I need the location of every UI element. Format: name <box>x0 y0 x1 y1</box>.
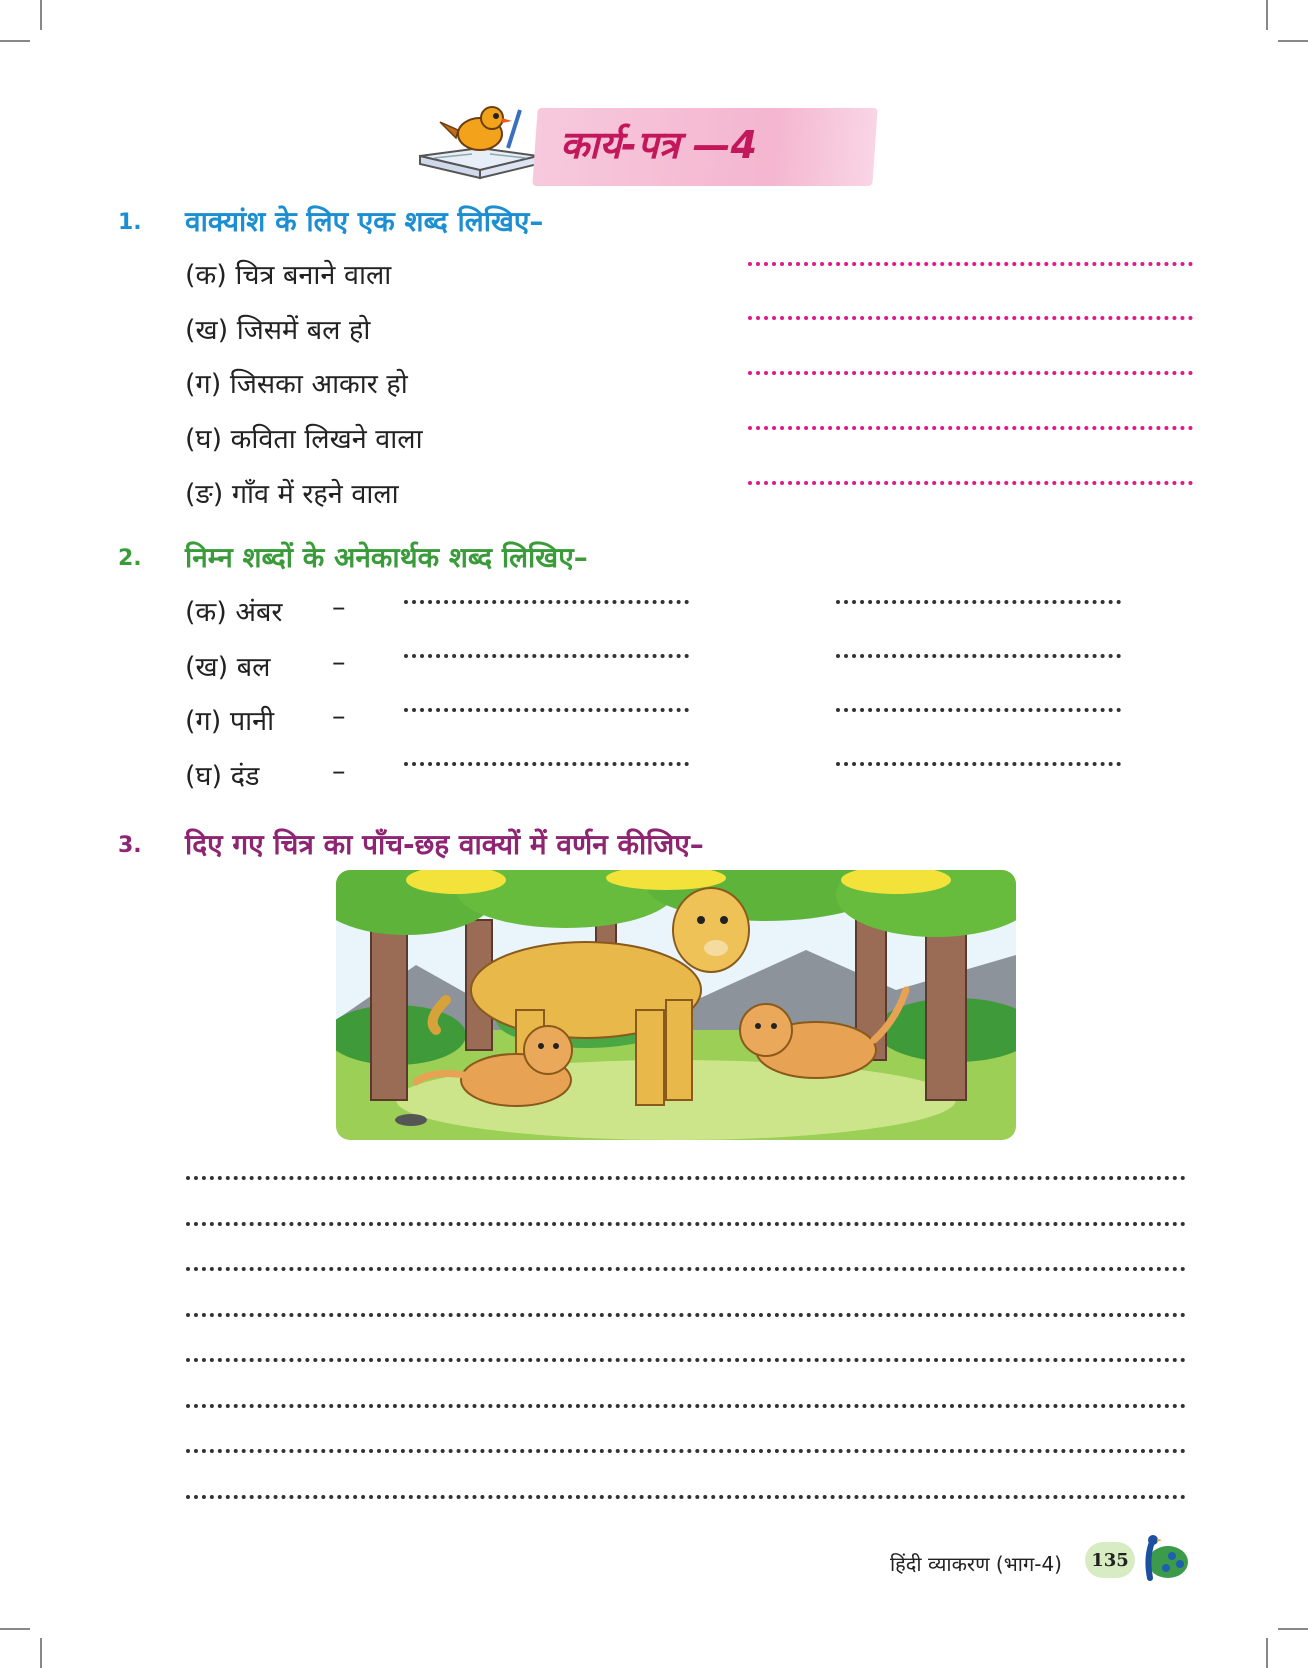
crop-mark <box>1278 40 1308 42</box>
answer-line <box>748 426 1193 430</box>
question-3-title: दिए गए चित्र का पाँच-छह वाक्यों में वर्णन कीजिए– <box>185 828 704 861</box>
dash: – <box>332 592 346 623</box>
answer-line <box>404 762 689 766</box>
lioness-and-cubs-illustration <box>336 870 1016 1140</box>
answer-line <box>404 708 689 712</box>
q1-item: (ग) जिसका आकार हो <box>185 369 408 400</box>
question-1-title: वाक्यांश के लिए एक शब्द लिखिए– <box>185 205 544 238</box>
answer-line <box>748 371 1193 375</box>
worksheet-header <box>410 100 890 210</box>
answer-line <box>836 762 1121 766</box>
worksheet-title: कार्य-पत्र —4 <box>560 123 758 167</box>
answer-line <box>186 1267 1186 1271</box>
bird-writing-icon <box>410 104 550 184</box>
page-number: 135 <box>1085 1542 1135 1578</box>
answer-line <box>186 1222 1186 1226</box>
question-2-title: निम्न शब्दों के अनेकार्थक शब्द लिखिए– <box>185 541 588 574</box>
crop-mark <box>1266 1638 1268 1668</box>
crop-mark <box>1266 0 1268 30</box>
answer-line <box>748 316 1193 320</box>
answer-line <box>186 1495 1186 1499</box>
q2-item: (ग) पानी <box>185 706 275 737</box>
answer-line <box>748 262 1193 266</box>
q1-item: (घ) कविता लिखने वाला <box>185 424 423 455</box>
answer-line <box>404 600 689 604</box>
answer-line <box>186 1176 1186 1180</box>
dash: – <box>332 701 346 732</box>
q2-item: (घ) दंड <box>185 761 260 792</box>
book-title: हिंदी व्याकरण (भाग-4) <box>890 1552 1062 1576</box>
answer-line <box>836 708 1121 712</box>
dash: – <box>332 756 346 787</box>
peacock-icon <box>1132 1528 1192 1588</box>
q2-item: (ख) बल <box>185 652 271 683</box>
answer-line <box>404 654 689 658</box>
crop-mark <box>40 0 42 30</box>
q1-item: (क) चित्र बनाने वाला <box>185 260 392 291</box>
answer-line <box>186 1404 1186 1408</box>
crop-mark <box>0 40 30 42</box>
q1-item: (ङ) गाँव में रहने वाला <box>185 479 399 510</box>
crop-mark <box>0 1628 30 1630</box>
crop-mark <box>1278 1628 1308 1630</box>
q1-item: (ख) जिसमें बल हो <box>185 315 371 346</box>
dash: – <box>332 647 346 678</box>
q2-item: (क) अंबर <box>185 597 283 628</box>
question-number: 1. <box>118 210 142 235</box>
answer-line <box>186 1449 1186 1453</box>
answer-line <box>836 654 1121 658</box>
question-number: 2. <box>118 546 142 571</box>
question-number: 3. <box>118 833 142 858</box>
answer-line <box>186 1358 1186 1362</box>
answer-line <box>748 481 1193 485</box>
answer-line <box>186 1313 1186 1317</box>
crop-mark <box>40 1638 42 1668</box>
answer-line <box>836 600 1121 604</box>
